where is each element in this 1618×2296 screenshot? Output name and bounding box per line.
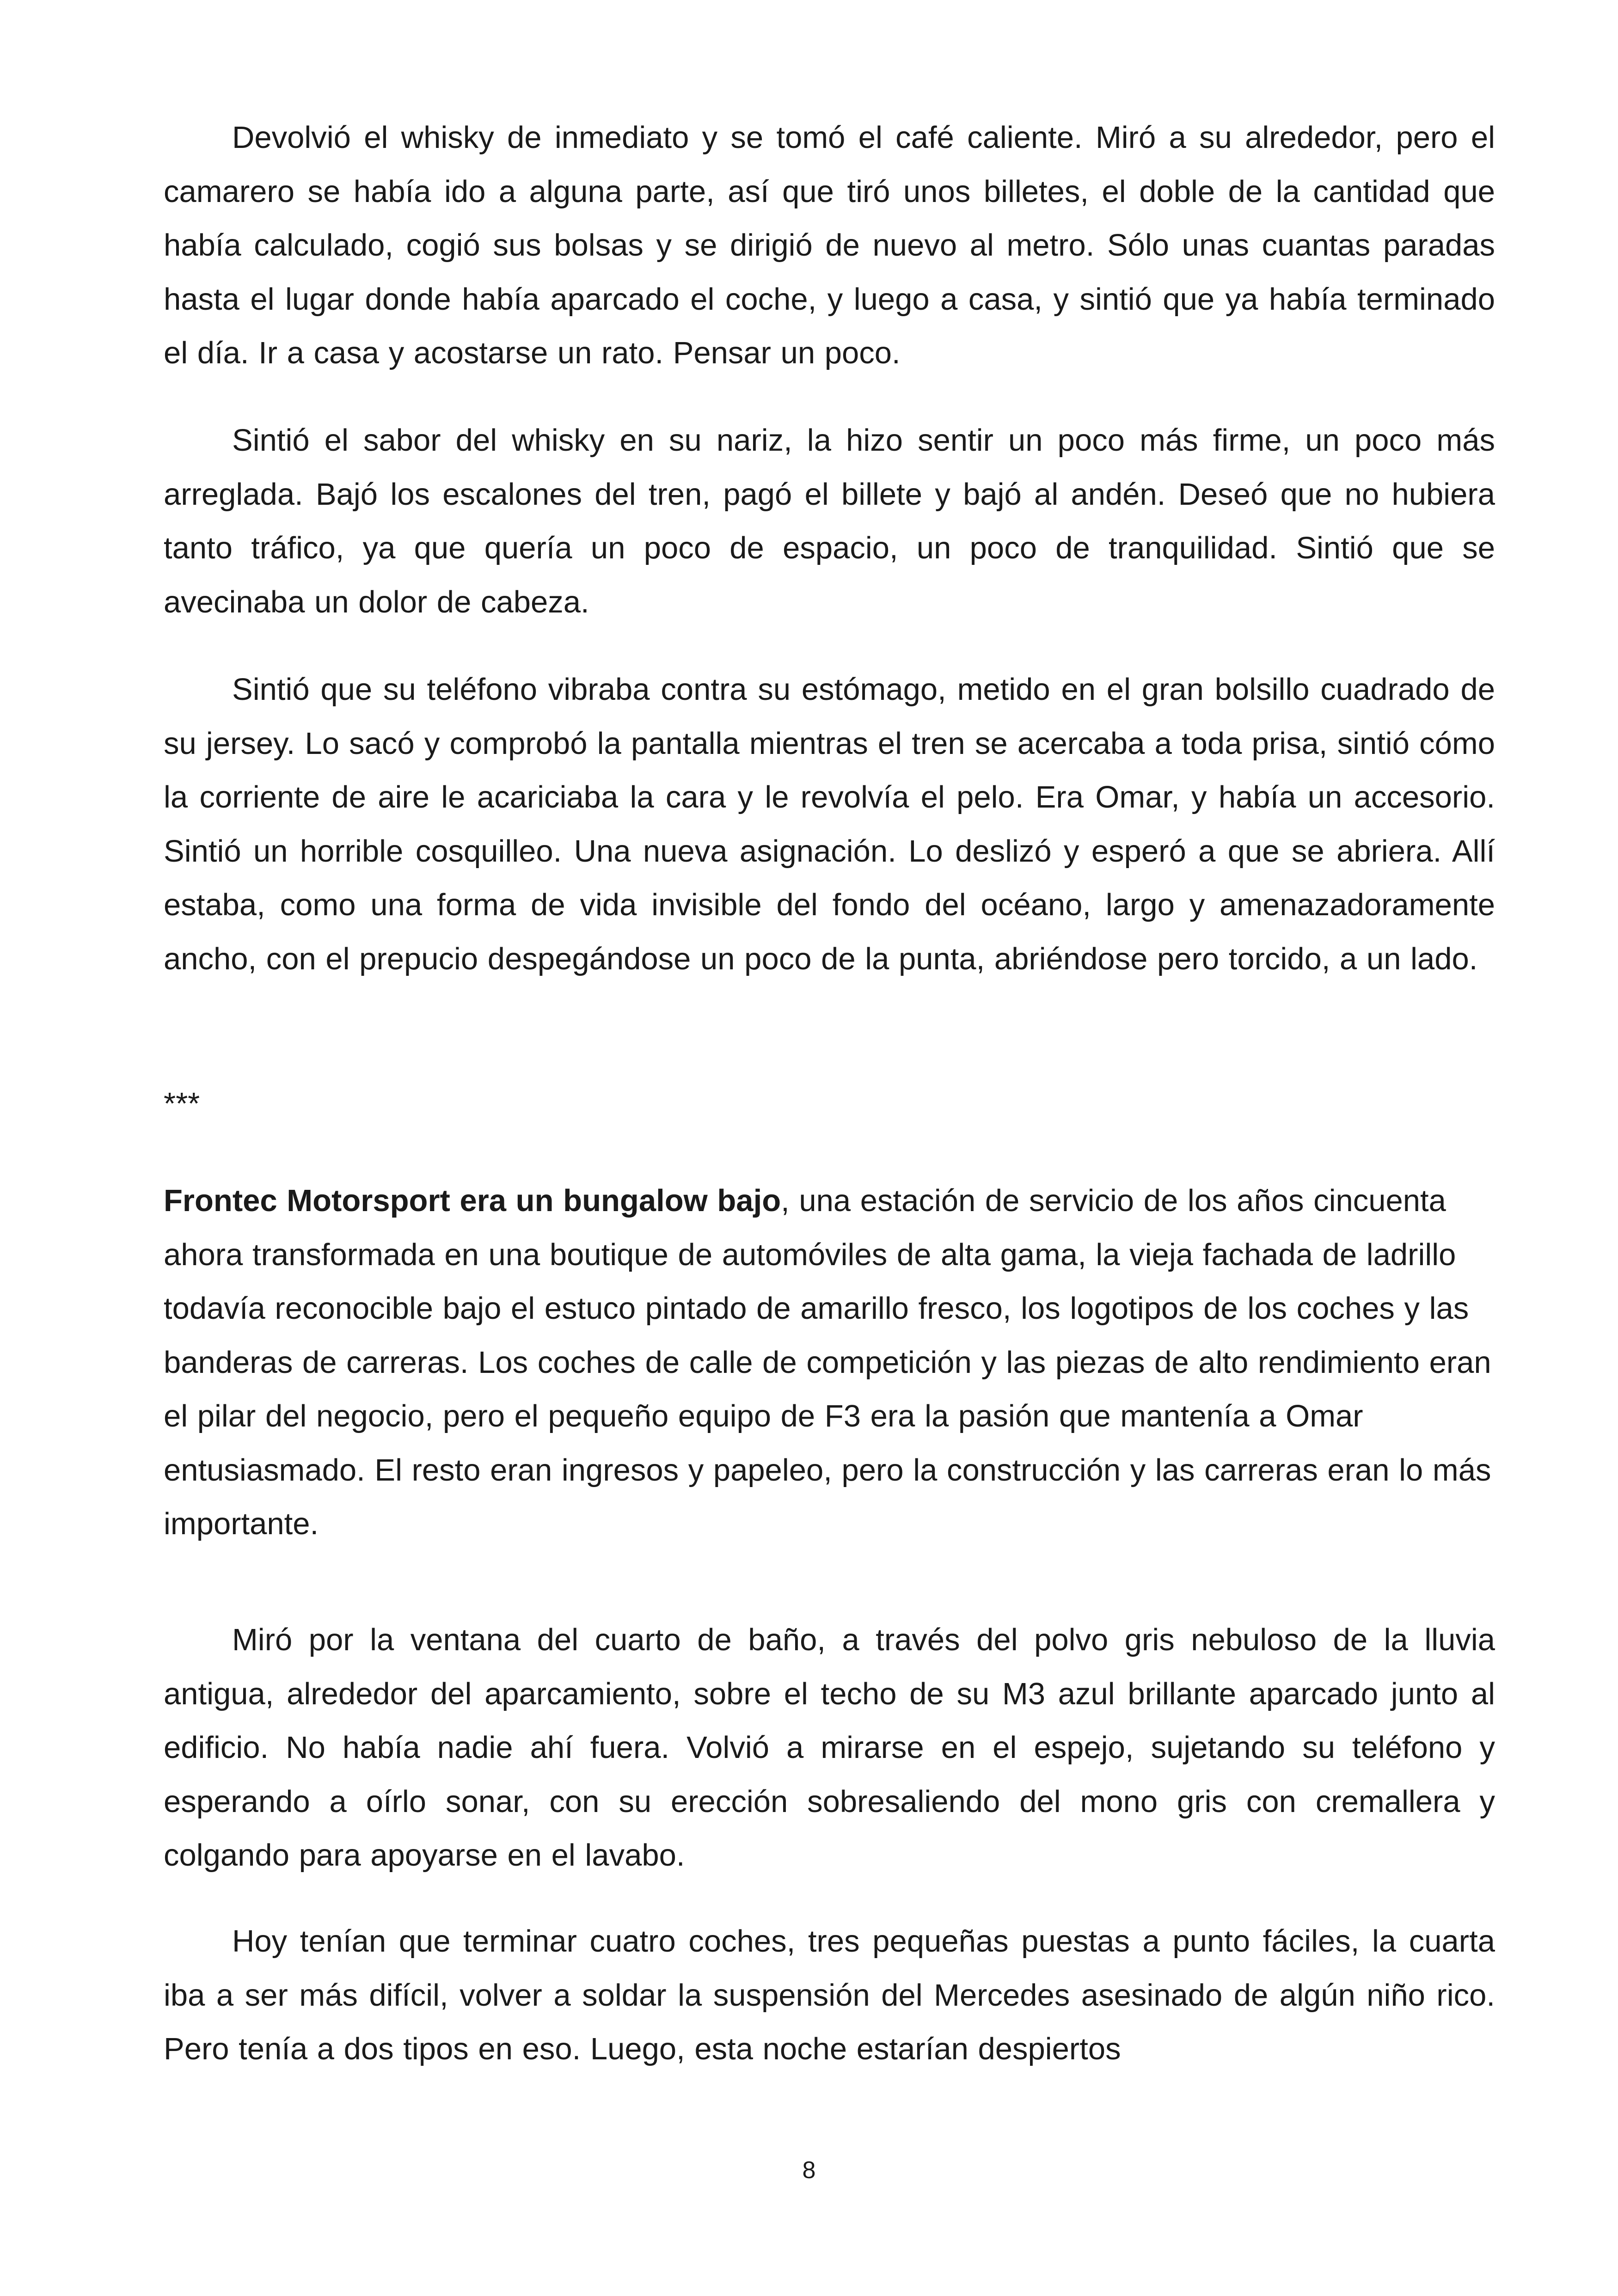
paragraph-bathroom-window: Miró por la ventana del cuarto de baño, a través del polvo gris nebuloso de la lluvia antigua, alrededor del aparcamiento, sobre el techo de su M3 azul brillante aparcado junto al edificio. No había nadie ahí fuera. Volvió a mirarse en el espejo, sujetando su teléfono y esperando a oírlo sonar, con su erección sobresaliendo del mono gris con cremallera y colgando para apoyarse en el lavabo. [164, 1623, 1495, 1873]
section-separator: *** [164, 1086, 200, 1121]
paragraph-lead-bold: Frontec Motorsport era un bungalow bajo [164, 1183, 781, 1218]
paragraph-train-platform: Sintió el sabor del whisky en su nariz, la hizo sentir un poco más firme, un poco más arreglada. Bajó los escalones del tren, pagó el billete y bajó al andén. Deseó que no hubiera tanto tráfico, ya que quería un poco de espacio, un poco de tranquilidad. Sintió que se avecinaba un dolor de cabeza. [164, 423, 1495, 619]
page-number: 8 [802, 2157, 816, 2184]
paragraph-four-cars: Hoy tenían que terminar cuatro coches, tres pequeñas puestas a punto fáciles, la cuarta iba a ser más difícil, volver a soldar la suspensión del Mercedes asesinado de algún niño rico. Pero tenía a dos tipos en eso. Luego, esta noche estarían despiertos [164, 1924, 1495, 2066]
paragraph-lead-rest: , una estación de servicio de los años cincuenta ahora transformada en una boutique de automóviles de alta gama, la vieja fachada de ladrillo todavía reconocible bajo el estuco pintado de amarillo fresco, los logotipos de los coches y las banderas de carreras. Los coches de calle de competición y las piezas de alto rendimiento eran el pilar del negocio, pero el pequeño equipo de F3 era la pasión que mantenía a Omar entusiasmado. El resto eran ingresos y papeleo, pero la construcción y las carreras eran lo más importante. [164, 1183, 1491, 1541]
paragraph-whisky-coffee: Devolvió el whisky de inmediato y se tomó el café caliente. Miró a su alrededor, pero el camarero se había ido a alguna parte, así que tiró unos billetes, el doble de la cantidad que había calculado, cogió sus bolsas y se dirigió de nuevo al metro. Sólo unas cuantas paradas hasta el lugar donde había aparcado el coche, y luego a casa, y sintió que ya había terminado el día. Ir a casa y acostarse un rato. Pensar un poco. [164, 120, 1495, 370]
paragraph-frontec-motorsport [164, 1174, 1495, 1551]
paragraph-phone-vibrate: Sintió que su teléfono vibraba contra su estómago, metido en el gran bolsillo cuadrado de su jersey. Lo sacó y comprobó la pantalla mientras el tren se acercaba a toda prisa, sintió cómo la corriente de aire le acariciaba la cara y le revolvía el pelo. Era Omar, y había un accesorio. Sintió un horrible cosquilleo. Una nueva asignación. Lo deslizó y esperó a que se abriera. Allí estaba, como una forma de vida invisible del fondo del océano, largo y amenazadoramente ancho, con el prepucio despegándose un poco de la punta, abriéndose pero torcido, a un lado. [164, 672, 1495, 976]
